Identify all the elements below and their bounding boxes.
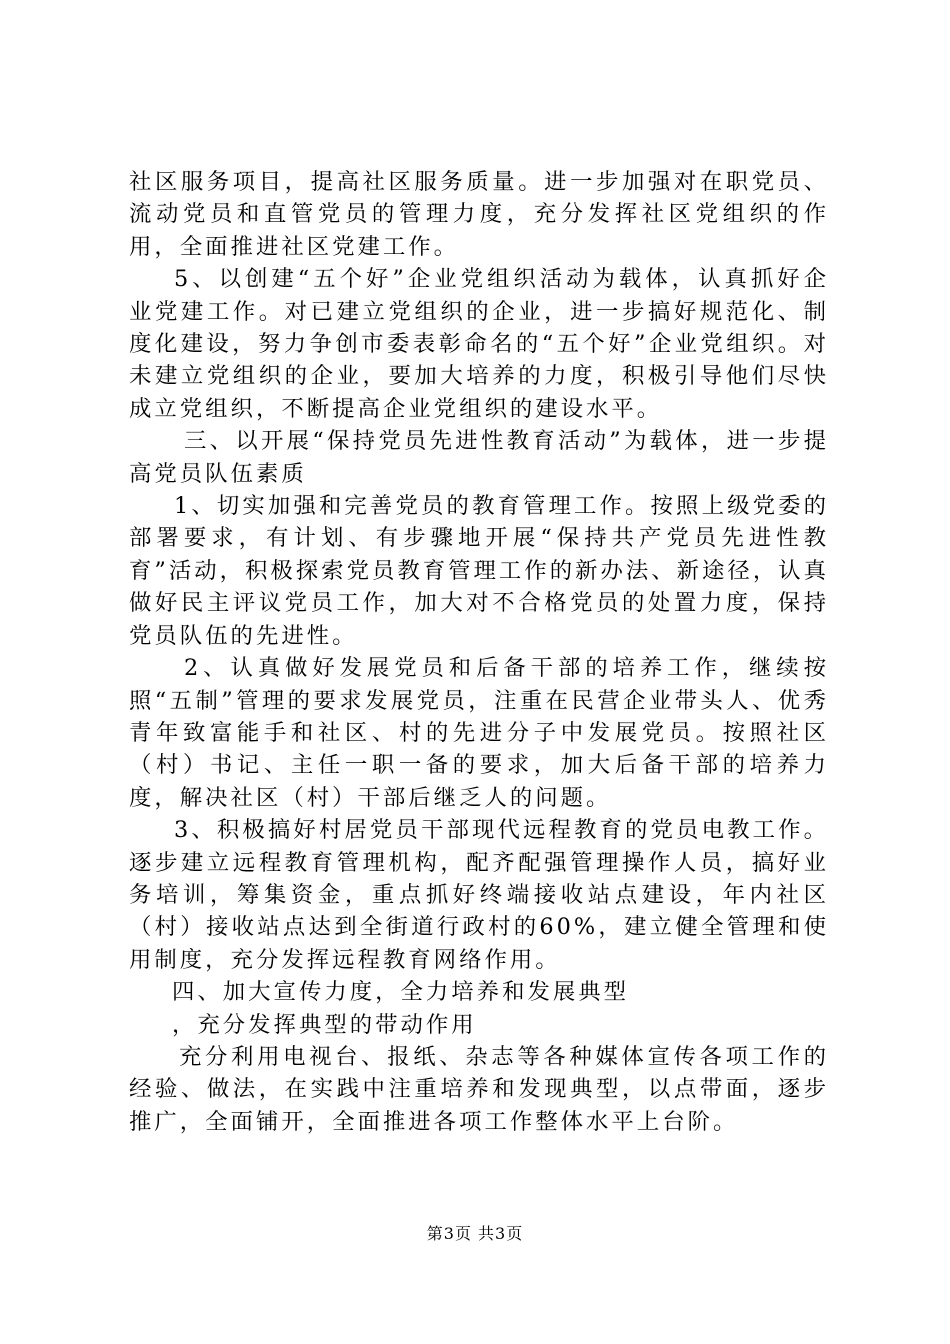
document-body — [129, 166, 829, 1138]
paragraph-media-publicity: 充分利用电视台、报纸、杂志等各种媒体宣传各项工作的经验、做法，在实践中注重培养和发现典型，以点带面，逐步推广，全面铺开，全面推进各项工作整体水平上台阶。 — [129, 1043, 829, 1135]
paragraph-education-management: 1、切实加强和完善党员的教育管理工作。按照上级党委的部署要求，有计划、有步骤地开展“保持共产党员先进性教育”活动，积极探索党员教育管理工作的新办法、新途径，认真做好民主评议党员工作，加大对不合格党员的处置力度，保持党员队伍的先进性。 — [129, 493, 829, 649]
paragraph-remote-education: 3、积极搞好村居党员干部现代远程教育的党员电教工作。逐步建立远程教育管理机构，配齐配强管理操作人员，搞好业务培训，筹集资金，重点抓好终端接收站点建设，年内社区（村）接收站点达到全街道行政村的60%，建立健全管理和使用制度，充分发挥远程教育网络作用。 — [129, 817, 829, 973]
section-heading-four-continued: ，充分发挥典型的带动作用 — [172, 1011, 477, 1038]
paragraph-community-services: 社区服务项目，提高社区服务质量。进一步加强对在职党员、流动党员和直管党员的管理力度，充分发挥社区党组织的作用，全面推进社区党建工作。 — [129, 169, 829, 260]
page-number-footer: 第3页 共3页 — [426, 1224, 524, 1243]
section-heading-four: 四、加大宣传力度，全力培养和发展典型 — [172, 979, 630, 1006]
paragraph-five-good-enterprise: 5、以创建“五个好”企业党组织活动为载体，认真抓好企业党建工作。对已建立党组织的企业，进一步搞好规范化、制度化建设，努力争创市委表彰命名的“五个好”企业党组织。对未建立党组织的企业，要加大培养的力度，积极引导他们尽快成立党组织，不断提高企业党组织的建设水平。 — [129, 266, 829, 422]
paragraph-develop-members: 2、认真做好发展党员和后备干部的培养工作，继续按照“五制”管理的要求发展党员，注重在民营企业带头人、优秀青年致富能手和社区、村的先进分子中发展党员。按照社区（村）书记、主任一职一备的要求，加大后备干部的培养力度，解决社区（村）干部后继乏人的问题。 — [129, 655, 829, 811]
section-heading-three: 三、以开展“保持党员先进性教育活动”为载体，进一步提高党员队伍素质 — [129, 428, 829, 487]
